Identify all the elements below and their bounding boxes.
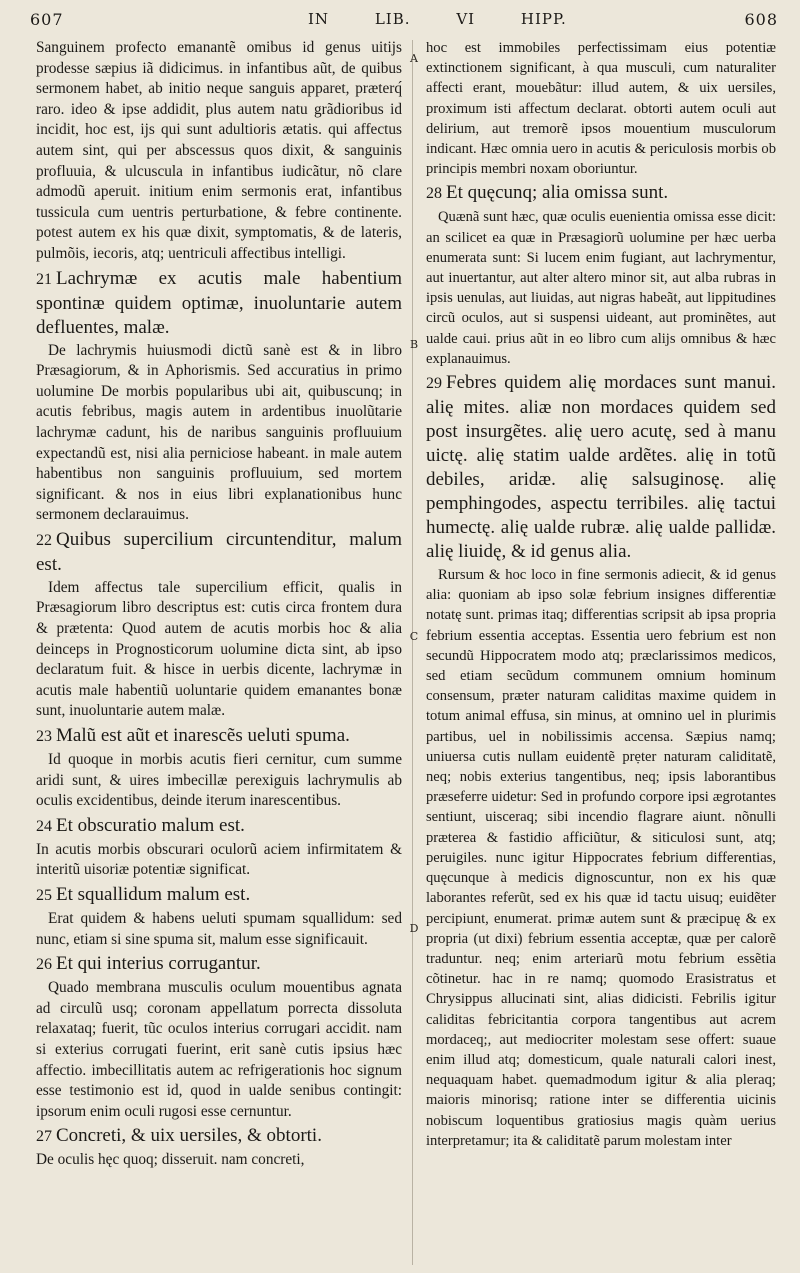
aphorism-number: 25 [36,887,52,904]
aphorism-number: 28 [426,185,442,203]
aphorism-heading [426,371,776,564]
commentary-paragraph: De oculis hęc quoq; disseruit. nam concreti, [36,1151,305,1169]
aphorism-heading [36,952,402,977]
commentary-paragraph: Quado membrana musculis oculum mouentibus agnata ad circulũ usq; coronam appellatum porrecta dissoluta relaxataq; fuerit, tũc oculos interius corrugari accidit. nam si exterius corrugati fuerint, erit sanè cutis ipsius hæc affectio. imbecillitatis autem ac refrigerationis hoc signum esse testimonio est id, quod in ualde senibus contingit: ipsorum enim oculi rugosi esse cernuntur. [36,979,402,1120]
aphorism-heading [36,814,402,839]
commentary-paragraph: Rursum & hoc loco in fine sermonis adiecit, & id genus alia: quoniam ab ipso solæ febrium insignes differentiæ notatę sunt. primas itaq; differentias scripsit ab ipsa propria febrium essentia acceptas. Essentia uero febrium est non secundũ Hippocratem modo atq; præclarissimos medicos, sed etiam secũdum communem omnium hominum consensum, præter naturam caliditas maxime quidem in totum animal effusa, sin minus, at omnino uel in plurimis partibus, uel in nobilissimis accensa. Sæpius namq; uniuersa cutis nullam euidentẽ prẹter naturam caliditatẽ, neq; nobis exterius tangentibus, neq; ipsis laborantibus præseferre uidetur: Sed in profundo corpore ipsi ægrotantes sentiunt, uisceraq; sibi incendio flagrare aiunt. nõnulli præterea & fastidio afficiũtur, & siticulosi sunt, atq; peruigiles. nunc igitur Hippocrates febrium differentias, quęcunque à medicis dignoscuntur, non ex his quæ laborantes referũt, sed ex his quæ id tactu uisuq; euidẽter percipiunt, enumerat. primæ autem sunt & præcipuę & ex propria (ut dixi) febrium essentia acceptæ, quæ per calorẽ traduntur. neq; enim arteriarũ motu febrium essẽtia cõtinetur. hac in re namq; quomodo Erasistratus et Chrysippus allucinati sint, alias didicisti. Febrilis igitur caliditas febricitantia corpora tangentibus aut acrem mordaceq;, aut mediocriter molestam sese offert: suaue enim illud atq; domesticum, quale naturali calori inest, nequaquam habet. quemadmodum igitur & alia pleraq; maioris minorisq; ratione inter se differentia uicinis nobiscum loquentibus gratiosius magis quàm uerius interpretamur; ita & caliditatẽ parum molestam inter [426,567,776,1149]
commentary-paragraph: Id quoque in morbis acutis fieri cernitur, cum summe aridi sunt, & uires imbecillæ perexiguis lachrymulis ab oculis excidentibus, deinde iterum inarescentibus. [36,751,402,810]
aphorism-text: Lachrymæ ex acutis male habentium spontinæ quidem optimæ, inuoluntarie autem defluentes, malæ. [36,267,402,338]
commentary-paragraph: Sanguinem profecto emanantẽ omibus id genus uitijs prodesse sæpius iã didicimus. in infantibus aũt, de quibus sermonem habet, ab initio neque sanguis apparet, præterq́ raro. ideo & ipse addidit, plus autem natu grãdioribus id incidit, hoc est, ijs qui sunt adultioris ætatis. qui affectus autem sint, qui per abscessus quos dixit, & sanguinis profluuia, & ulcuscula in infantibus iudicãtur, nõ clare admodũ aperuit. initium enim sermonis erat, infantibus tussicula cum uentris perturbatione, & febre continente. potest autem ex his quæ dixit, symptomatis, & de lateris, pulmõis, iecoris, atq; uentriculi affectibus intelligi. [36,39,402,262]
running-title [308,10,607,28]
aphorism-number: 23 [36,728,52,746]
running-title-word: LIB. [374,10,411,28]
aphorism-text: Malũ est aũt et inarescẽs ueluti spuma. [56,725,350,747]
page-number-left: 607 [30,10,64,29]
aphorism-number: 24 [36,817,52,835]
aphorism-heading [36,267,402,340]
aphorism-heading [36,724,402,749]
margin-letter: D [409,922,419,935]
right-column [426,38,776,1269]
aphorism-text: Et squallidum malum est. [56,884,251,905]
aphorism-number: 22 [36,531,52,549]
aphorism-text: Et quęcunq; alia omissa sunt. [446,182,669,204]
running-title-word: HIPP. [520,10,567,28]
column-divider [412,40,413,1265]
aphorism-heading [36,1124,402,1149]
left-column [36,38,402,1269]
commentary-paragraph: Idem affectus tale supercilium efficit, qualis in Præsagiorum libro descriptus est: cutis circa frontem dura & prætenta: Quod autem de acutis morbis hoc & alia deinceps in Prognosticorum uolumine dicta sint, ab ipso declaratum fuit. & hisce in uerbis dicente, lachrymæ in acutis male habentiũ uoluntarie quidem emanantes bonæ sunt, inuoluntarie autem malæ. [36,578,402,720]
aphorism-heading [426,181,776,206]
page-number-right: 608 [744,10,778,29]
aphorism-number: 21 [36,270,52,288]
running-title-word: IN [308,10,330,28]
commentary-paragraph: Erat quidem & habens ueluti spumam squallidum: sed nunc, etiam si sine spuma sit, malum esse significauit. [36,910,402,948]
running-header [30,6,790,32]
aphorism-heading [36,528,402,577]
aphorism-text: Concreti, & uix uersiles, & obtorti. [56,1125,322,1147]
running-title-word: VI [456,10,476,28]
margin-letter: B [409,338,419,351]
aphorism-text: Febres quidem alię mordaces sunt manui. alię mites. aliæ non mordaces quidem sed post insurgẽtes. alię uero acutę, sed à manu uictę. alię statim ualde ardẽtes. alię in totũ debiles, aridæ. alię salsuginosę. alię pemphingodes, aspectu terribiles. alię tactui humectę. alię ualde rubræ. alię ualde pallidæ. alię liuidę, & id genus alia. [426,372,776,563]
aphorism-number: 27 [36,1128,52,1146]
margin-letter: A [410,52,418,65]
commentary-paragraph: hoc est immobiles perfectissimam eius potentiæ extinctionem significant, à qua musculi, cum naturaliter affecti erant, mouebãtur: illud autem, & uix uersiles, proximum isti affectum declarat. obtorti autem oculi aut delirium, aut tremorẽ ipsos mouentium musculorum indicant. Hæc omnia uero in acutis & periculosis morbis ob principis membri noxam oboriuntur. [426,40,776,178]
commentary-paragraph: Quænã sunt hæc, quæ oculis euenientia omissa esse dicit: an scilicet ea quæ in Præsagiorũ uolumine per hæc uerba enumerata sunt: Si lucem enim fugiant, aut lachrymentur, aut inuertantur, aut alter altero minor sit, aut alba rubras in ipsis uenulas, aut liuidas, aut nigras habeãt, aut lippitudines circũ oculos, aut si suspensi uideant, aut prominẽtes, aut ualde caui. prius aũt in eo libro cum alijs omnibus & hæc explanauimus. [426,209,776,367]
aphorism-text: Et obscuratio malum est. [56,814,245,836]
aphorism-text: Quibus supercilium circuntenditur, malum est. [36,528,402,575]
margin-letter: C [409,630,419,643]
commentary-paragraph: In acutis morbis obscurari oculorũ aciem infirmitatem & interitũ uisoriæ potentiæ significat. [36,840,402,879]
aphorism-text: Et qui interius corrugantur. [56,953,261,975]
aphorism-number: 26 [36,956,52,974]
aphorism-heading [36,883,402,908]
commentary-paragraph: De lachrymis huiusmodi dictũ sanè est & in libro Præsagiorum, & in Aphorismis. Sed accuratius in primo uolumine De morbis popularibus ubi ait, quibuscunq; in acutis febribus, magis autem in ardentibus inuolũtarie lachrymæ cadunt, his de naribus sanguinis profluuium expectandũ est, nisi alia perniciose habeant. in male autem habentibus non sanguinis profluuium, sed mortem significant. & nos in eius libri explanationibus hunc sermonem declarauimus. [36,341,402,524]
aphorism-number: 29 [426,375,442,393]
